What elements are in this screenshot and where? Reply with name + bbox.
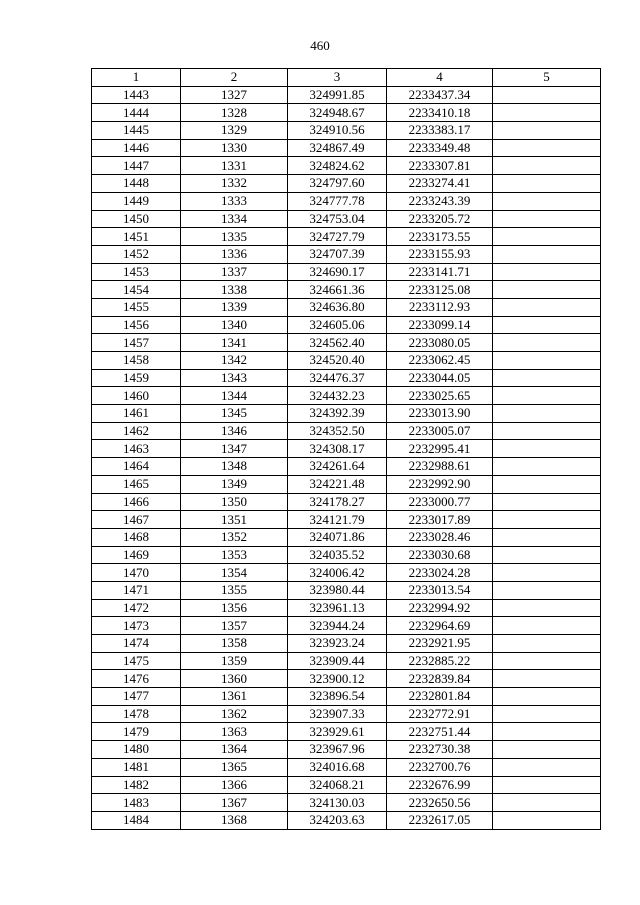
table-row [92,723,601,741]
table-cell-col-1: 1462 [92,422,181,440]
table-row [92,599,601,617]
table-cell-col-2: 1344 [181,387,288,405]
table-cell-col-3: 323961.13 [288,599,387,617]
table-row [92,688,601,706]
table-cell-col-5 [493,352,601,370]
table-row [92,652,601,670]
column-header-4: 4 [387,69,493,87]
table-cell-col-1: 1461 [92,405,181,423]
table-cell-col-3: 323909.44 [288,652,387,670]
table-cell-col-4: 2233410.18 [387,104,493,122]
table-cell-col-4: 2232964.69 [387,617,493,635]
table-cell-col-5 [493,475,601,493]
table-row [92,369,601,387]
table-row [92,263,601,281]
table-body [92,86,601,829]
table-row [92,387,601,405]
table-cell-col-3: 324035.52 [288,546,387,564]
table-cell-col-1: 1454 [92,281,181,299]
table-cell-col-1: 1475 [92,652,181,670]
table-cell-col-1: 1468 [92,528,181,546]
table-cell-col-1: 1445 [92,122,181,140]
column-header-5: 5 [493,69,601,87]
table-row [92,705,601,723]
table-cell-col-2: 1335 [181,228,288,246]
table-cell-col-2: 1361 [181,688,288,706]
table-cell-col-4: 2233024.28 [387,564,493,582]
table-cell-col-2: 1354 [181,564,288,582]
table-cell-col-4: 2233141.71 [387,263,493,281]
table-cell-col-2: 1332 [181,175,288,193]
table-cell-col-1: 1480 [92,741,181,759]
table-cell-col-2: 1368 [181,811,288,829]
table-cell-col-3: 324824.62 [288,157,387,175]
table-cell-col-4: 2233155.93 [387,245,493,263]
table-cell-col-5 [493,422,601,440]
table-cell-col-2: 1330 [181,139,288,157]
table-cell-col-2: 1340 [181,316,288,334]
table-cell-col-5 [493,316,601,334]
table-row [92,316,601,334]
table-cell-col-1: 1453 [92,263,181,281]
table-cell-col-4: 2232994.92 [387,599,493,617]
table-cell-col-2: 1327 [181,86,288,104]
table-cell-col-3: 324178.27 [288,493,387,511]
table-row [92,581,601,599]
column-header-2: 2 [181,69,288,87]
table-row [92,758,601,776]
table-cell-col-3: 324352.50 [288,422,387,440]
table-row [92,440,601,458]
table-row [92,139,601,157]
table-cell-col-2: 1365 [181,758,288,776]
table-cell-col-3: 324797.60 [288,175,387,193]
table-cell-col-3: 323907.33 [288,705,387,723]
table-row [92,405,601,423]
table-cell-col-5 [493,175,601,193]
table-cell-col-2: 1343 [181,369,288,387]
table-row [92,192,601,210]
table-cell-col-2: 1341 [181,334,288,352]
table-cell-col-5 [493,528,601,546]
column-header-1: 1 [92,69,181,87]
table-cell-col-3: 324948.67 [288,104,387,122]
table-cell-col-3: 324392.39 [288,405,387,423]
table-cell-col-4: 2233274.41 [387,175,493,193]
table-row [92,157,601,175]
table-cell-col-1: 1469 [92,546,181,564]
coordinates-table [91,68,601,830]
table-cell-col-4: 2232700.76 [387,758,493,776]
table-cell-col-2: 1336 [181,245,288,263]
header-row [92,69,601,87]
table-cell-col-4: 2233000.77 [387,493,493,511]
table-cell-col-3: 324690.17 [288,263,387,281]
table-cell-col-1: 1473 [92,617,181,635]
table-row [92,635,601,653]
table-cell-col-5 [493,670,601,688]
table-cell-col-2: 1359 [181,652,288,670]
table-cell-col-4: 2232650.56 [387,794,493,812]
table-cell-col-5 [493,546,601,564]
table-cell-col-5 [493,263,601,281]
table-cell-col-1: 1458 [92,352,181,370]
table-cell-col-4: 2233080.05 [387,334,493,352]
table-cell-col-3: 324707.39 [288,245,387,263]
table-cell-col-3: 324910.56 [288,122,387,140]
table-cell-col-4: 2233383.17 [387,122,493,140]
table-cell-col-4: 2233307.81 [387,157,493,175]
table-cell-col-1: 1464 [92,458,181,476]
table-cell-col-5 [493,440,601,458]
table-cell-col-4: 2232676.99 [387,776,493,794]
table-cell-col-2: 1333 [181,192,288,210]
table-cell-col-5 [493,139,601,157]
table-cell-col-5 [493,564,601,582]
table-cell-col-4: 2232751.44 [387,723,493,741]
table-cell-col-1: 1474 [92,635,181,653]
table-cell-col-4: 2232617.05 [387,811,493,829]
table-cell-col-2: 1350 [181,493,288,511]
table-row [92,776,601,794]
table-cell-col-4: 2232995.41 [387,440,493,458]
table-cell-col-3: 324016.68 [288,758,387,776]
table-row [92,741,601,759]
table-cell-col-5 [493,210,601,228]
table-cell-col-1: 1451 [92,228,181,246]
table-cell-col-3: 324476.37 [288,369,387,387]
table-cell-col-1: 1460 [92,387,181,405]
table-cell-col-1: 1484 [92,811,181,829]
table-cell-col-5 [493,758,601,776]
table-cell-col-5 [493,104,601,122]
table-cell-col-5 [493,192,601,210]
column-header-3: 3 [288,69,387,87]
table-cell-col-1: 1447 [92,157,181,175]
table-cell-col-3: 324867.49 [288,139,387,157]
table-row [92,210,601,228]
table-cell-col-2: 1331 [181,157,288,175]
table-cell-col-2: 1362 [181,705,288,723]
table-cell-col-5 [493,157,601,175]
table-row [92,122,601,140]
table-cell-col-1: 1448 [92,175,181,193]
table-cell-col-3: 324520.40 [288,352,387,370]
table-cell-col-5 [493,405,601,423]
table-cell-col-2: 1360 [181,670,288,688]
table-cell-col-4: 2232885.22 [387,652,493,670]
table-cell-col-5 [493,635,601,653]
table-cell-col-5 [493,705,601,723]
table-cell-col-5 [493,811,601,829]
table-cell-col-3: 324605.06 [288,316,387,334]
table-row [92,546,601,564]
table-cell-col-3: 324203.63 [288,811,387,829]
table-cell-col-2: 1345 [181,405,288,423]
table-cell-col-4: 2233013.54 [387,581,493,599]
table-cell-col-4: 2233099.14 [387,316,493,334]
table-cell-col-3: 323967.96 [288,741,387,759]
table-cell-col-1: 1449 [92,192,181,210]
table-cell-col-5 [493,493,601,511]
table-cell-col-1: 1476 [92,670,181,688]
table-cell-col-5 [493,122,601,140]
table-row [92,670,601,688]
table-row [92,493,601,511]
table-cell-col-5 [493,723,601,741]
table-cell-col-4: 2232921.95 [387,635,493,653]
table-cell-col-3: 324121.79 [288,511,387,529]
table-cell-col-4: 2233125.08 [387,281,493,299]
table-cell-col-2: 1349 [181,475,288,493]
table-row [92,175,601,193]
table-row [92,352,601,370]
table-cell-col-2: 1347 [181,440,288,458]
table-cell-col-4: 2233349.48 [387,139,493,157]
table-cell-col-4: 2233028.46 [387,528,493,546]
table-cell-col-2: 1342 [181,352,288,370]
table-cell-col-4: 2232772.91 [387,705,493,723]
table-cell-col-3: 324308.17 [288,440,387,458]
table-row [92,245,601,263]
table-cell-col-4: 2232992.90 [387,475,493,493]
table-cell-col-2: 1364 [181,741,288,759]
table-cell-col-1: 1467 [92,511,181,529]
table-cell-col-5 [493,688,601,706]
table-cell-col-4: 2233017.89 [387,511,493,529]
table-cell-col-2: 1348 [181,458,288,476]
table-cell-col-1: 1455 [92,298,181,316]
table-cell-col-3: 324661.36 [288,281,387,299]
table-cell-col-3: 323944.24 [288,617,387,635]
table-row [92,228,601,246]
table-cell-col-4: 2233112.93 [387,298,493,316]
table-row [92,281,601,299]
table-cell-col-1: 1444 [92,104,181,122]
table-cell-col-4: 2233437.34 [387,86,493,104]
table-cell-col-3: 324071.86 [288,528,387,546]
table-row [92,528,601,546]
table-cell-col-5 [493,334,601,352]
table-row [92,475,601,493]
table-cell-col-4: 2233013.90 [387,405,493,423]
table-cell-col-5 [493,86,601,104]
table-cell-col-5 [493,298,601,316]
table-cell-col-3: 324068.21 [288,776,387,794]
table-cell-col-3: 323980.44 [288,581,387,599]
table-cell-col-4: 2233205.72 [387,210,493,228]
table-cell-col-4: 2232730.38 [387,741,493,759]
table-row [92,458,601,476]
table-cell-col-5 [493,228,601,246]
table-row [92,794,601,812]
table-cell-col-4: 2232839.84 [387,670,493,688]
table-cell-col-1: 1450 [92,210,181,228]
table-cell-col-4: 2233044.05 [387,369,493,387]
table-cell-col-2: 1351 [181,511,288,529]
table-cell-col-3: 324432.23 [288,387,387,405]
table-cell-col-3: 324777.78 [288,192,387,210]
table-cell-col-5 [493,599,601,617]
table-cell-col-2: 1358 [181,635,288,653]
table-cell-col-1: 1472 [92,599,181,617]
table-row [92,564,601,582]
table-cell-col-2: 1328 [181,104,288,122]
table-cell-col-1: 1443 [92,86,181,104]
table-row [92,511,601,529]
table-cell-col-1: 1457 [92,334,181,352]
table-cell-col-1: 1463 [92,440,181,458]
table-cell-col-4: 2233243.39 [387,192,493,210]
page-number: 460 [310,38,330,53]
table-cell-col-2: 1367 [181,794,288,812]
table-cell-col-3: 324221.48 [288,475,387,493]
table-cell-col-1: 1459 [92,369,181,387]
table-cell-col-4: 2233005.07 [387,422,493,440]
table-cell-col-1: 1478 [92,705,181,723]
table-cell-col-1: 1483 [92,794,181,812]
table-cell-col-2: 1355 [181,581,288,599]
table-cell-col-1: 1477 [92,688,181,706]
table-cell-col-1: 1481 [92,758,181,776]
table-cell-col-2: 1352 [181,528,288,546]
table-cell-col-2: 1334 [181,210,288,228]
table-cell-col-1: 1470 [92,564,181,582]
table-cell-col-2: 1353 [181,546,288,564]
table-cell-col-5 [493,281,601,299]
table-header [92,69,601,87]
table-cell-col-5 [493,776,601,794]
table-cell-col-1: 1479 [92,723,181,741]
table-cell-col-2: 1339 [181,298,288,316]
table-cell-col-1: 1466 [92,493,181,511]
table-cell-col-4: 2232801.84 [387,688,493,706]
table-cell-col-3: 324562.40 [288,334,387,352]
table-cell-col-1: 1471 [92,581,181,599]
table-cell-col-5 [493,387,601,405]
table-cell-col-5 [493,581,601,599]
table-cell-col-2: 1356 [181,599,288,617]
table-cell-col-3: 323900.12 [288,670,387,688]
table-row [92,298,601,316]
table-row [92,334,601,352]
table-row [92,422,601,440]
table-cell-col-3: 324727.79 [288,228,387,246]
table-cell-col-5 [493,617,601,635]
table-cell-col-3: 324130.03 [288,794,387,812]
table-cell-col-5 [493,369,601,387]
table-cell-col-3: 324991.85 [288,86,387,104]
table-cell-col-4: 2233025.65 [387,387,493,405]
table-row [92,617,601,635]
table-cell-col-3: 324261.64 [288,458,387,476]
table-cell-col-2: 1357 [181,617,288,635]
table-row [92,104,601,122]
table-cell-col-5 [493,652,601,670]
table-cell-col-1: 1456 [92,316,181,334]
table-cell-col-4: 2233173.55 [387,228,493,246]
table-cell-col-3: 323929.61 [288,723,387,741]
table-cell-col-4: 2233062.45 [387,352,493,370]
table-cell-col-3: 324636.80 [288,298,387,316]
table-cell-col-5 [493,511,601,529]
table-cell-col-5 [493,458,601,476]
table-cell-col-2: 1366 [181,776,288,794]
table-cell-col-2: 1338 [181,281,288,299]
table-cell-col-3: 323896.54 [288,688,387,706]
table-cell-col-5 [493,794,601,812]
table-cell-col-5 [493,741,601,759]
table-row [92,86,601,104]
table-cell-col-2: 1337 [181,263,288,281]
table-cell-col-3: 323923.24 [288,635,387,653]
table-cell-col-3: 324753.04 [288,210,387,228]
table-cell-col-5 [493,245,601,263]
table-cell-col-4: 2232988.61 [387,458,493,476]
table-cell-col-1: 1446 [92,139,181,157]
table-row [92,811,601,829]
table-cell-col-1: 1465 [92,475,181,493]
table-cell-col-1: 1452 [92,245,181,263]
table-cell-col-2: 1329 [181,122,288,140]
table-cell-col-4: 2233030.68 [387,546,493,564]
table-cell-col-2: 1346 [181,422,288,440]
table-cell-col-3: 324006.42 [288,564,387,582]
table-cell-col-2: 1363 [181,723,288,741]
table-cell-col-1: 1482 [92,776,181,794]
